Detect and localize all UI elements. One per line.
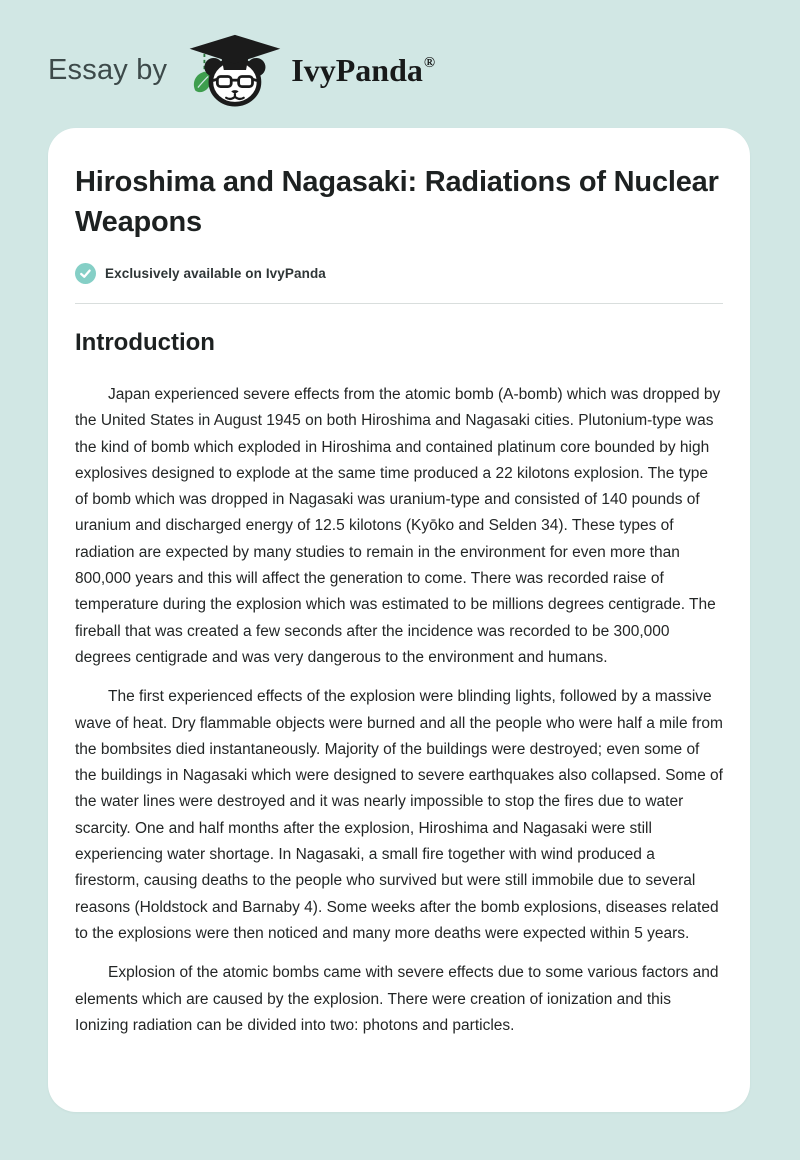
essay-title: Hiroshima and Nagasaki: Radiations of Nuclear Weapons xyxy=(75,166,719,238)
essay-card xyxy=(48,128,750,1112)
site-header xyxy=(48,30,435,110)
essay-paragraph: The first experienced effects of the explosion were blinding lights, followed by a massive wave of heat. Dry flammable objects were burned and all the people who were half a mile from the bombsites died instantaneously. Majority of the buildings were destroyed; even some of the buildings in Nagasaki which were designed to severe earthquakes also collapsed. Some of the water lines were destroyed and it was nearly impossible to stop the fires due to water scarcity. One and half months after the explosion, Hiroshima and Nagasaki were still experiencing water shortage. In Nagasaki, a small fire together with wind produced a firestorm, causing deaths to the people who survived but were still immobile due to several reasons (Holdstock and Barnaby 4). Some weeks after the bomb explosions, diseases related to the explosions were then noticed and many more deaths were expected within 5 years. xyxy=(75,688,723,942)
essay-paragraph: Explosion of the atomic bombs came with severe effects due to some various factors and elements which are caused by the explosion. There were creation of ionization and this Ionizing radiation can be divided into two: photons and particles. xyxy=(75,964,719,1034)
availability-badge xyxy=(75,263,723,284)
section-heading-introduction: Introduction xyxy=(75,329,215,356)
badge-label: Exclusively available on IvyPanda xyxy=(105,266,326,281)
registered-mark: ® xyxy=(423,54,436,71)
panda-graduate-icon xyxy=(183,33,285,107)
brand-name: IvyPanda® xyxy=(291,51,436,88)
check-icon xyxy=(75,263,96,284)
header-prefix: Essay by xyxy=(48,53,168,86)
content-divider xyxy=(75,303,723,304)
ivypanda-logo-link[interactable] xyxy=(183,33,435,107)
essay-paragraph: Japan experienced severe effects from the atomic bomb (A-bomb) which was dropped by the United States in August 1945 on both Hiroshima and Nagasaki cities. Plutonium-type was the kind of bomb which exploded in Hiroshima and contained platinum core bounded by high explosives designed to explode at the same time produced a 22 kilotons explosion. The type of bomb which was dropped in Nagasaki was uranium-type and consisted of 140 pounds of uranium and discharged energy of 12.5 kilotons (Kyōko and Selden 34). These types of radiation are expected by many studies to remain in the environment for even more than 800,000 years and this will affect the generation to come. There was recorded raise of temperature during the explosion which was estimated to be millions degrees centigrade. The fireball that was created a few seconds after the incidence was recorded to be 300,000 degrees centigrade and was very dangerous to the environment and humans. xyxy=(75,386,721,666)
